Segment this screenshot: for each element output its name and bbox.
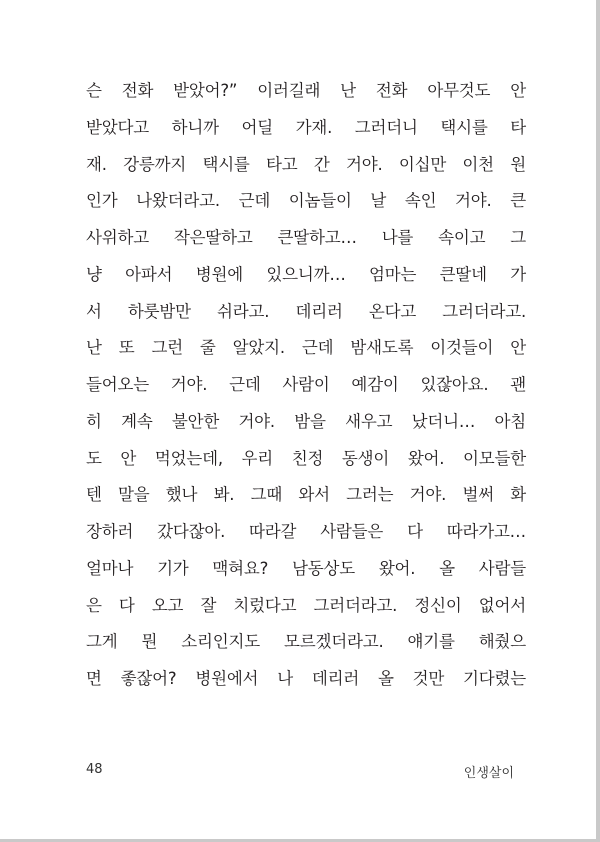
text-line: 그게 뭔 소리인지도 모르겠더라고. 얘기를 해줬으 [86, 632, 526, 652]
text-line: 들어오는 거야. 근데 사람이 예감이 있잖아요. 괜 [86, 375, 526, 394]
text-line: 재. 강릉까지 택시를 타고 간 거야. 이십만 이천 원 [86, 154, 526, 174]
page-number: 48 [86, 762, 103, 777]
text-line: 냥 아파서 병원에 있으니까… 엄마는 큰딸네 가 [86, 264, 526, 284]
text-line: 인가 나왔더라고. 근데 이놈들이 날 속인 거야. 큰 [86, 191, 526, 211]
text-line: 사위하고 작은딸하고 큰딸하고… 나를 속이고 그 [86, 228, 526, 247]
text-line: 난 또 그런 줄 알았지. 근데 밤새도록 이것들이 안 [86, 338, 526, 358]
text-line: 서 하룻밤만 쉬라고. 데리러 온다고 그러더라고. [86, 301, 526, 321]
page-edge-right [596, 0, 600, 842]
text-line: 장하러 갔다잖아. 따라갈 사람들은 다 따라가고… [86, 522, 526, 541]
text-line: 받았다고 하니까 어딜 가재. 그러더니 택시를 타 [86, 117, 526, 137]
text-line: 얼마나 기가 맥혀요? 남동상도 왔어. 올 사람들 [86, 558, 526, 578]
body-text [86, 73, 526, 698]
text-line: 면 좋잖어? 병원에서 나 데리러 올 것만 기다렸는 [86, 669, 526, 688]
text-line: 은 다 오고 잘 치렀다고 그러더라고. 정신이 없어서 [86, 595, 526, 615]
text-line: 히 계속 불안한 거야. 밤을 새우고 났더니… 아침 [86, 411, 526, 431]
text-line: 텐 말을 했나 봐. 그때 와서 그러는 거야. 벌써 화 [86, 485, 526, 505]
text-line: 슨 전화 받았어?” 이러길래 난 전화 아무것도 안 [86, 81, 526, 100]
book-title: 인생살이 [463, 766, 514, 781]
text-line: 도 안 먹었는데, 우리 친정 동생이 왔어. 이모들한 [86, 448, 526, 468]
